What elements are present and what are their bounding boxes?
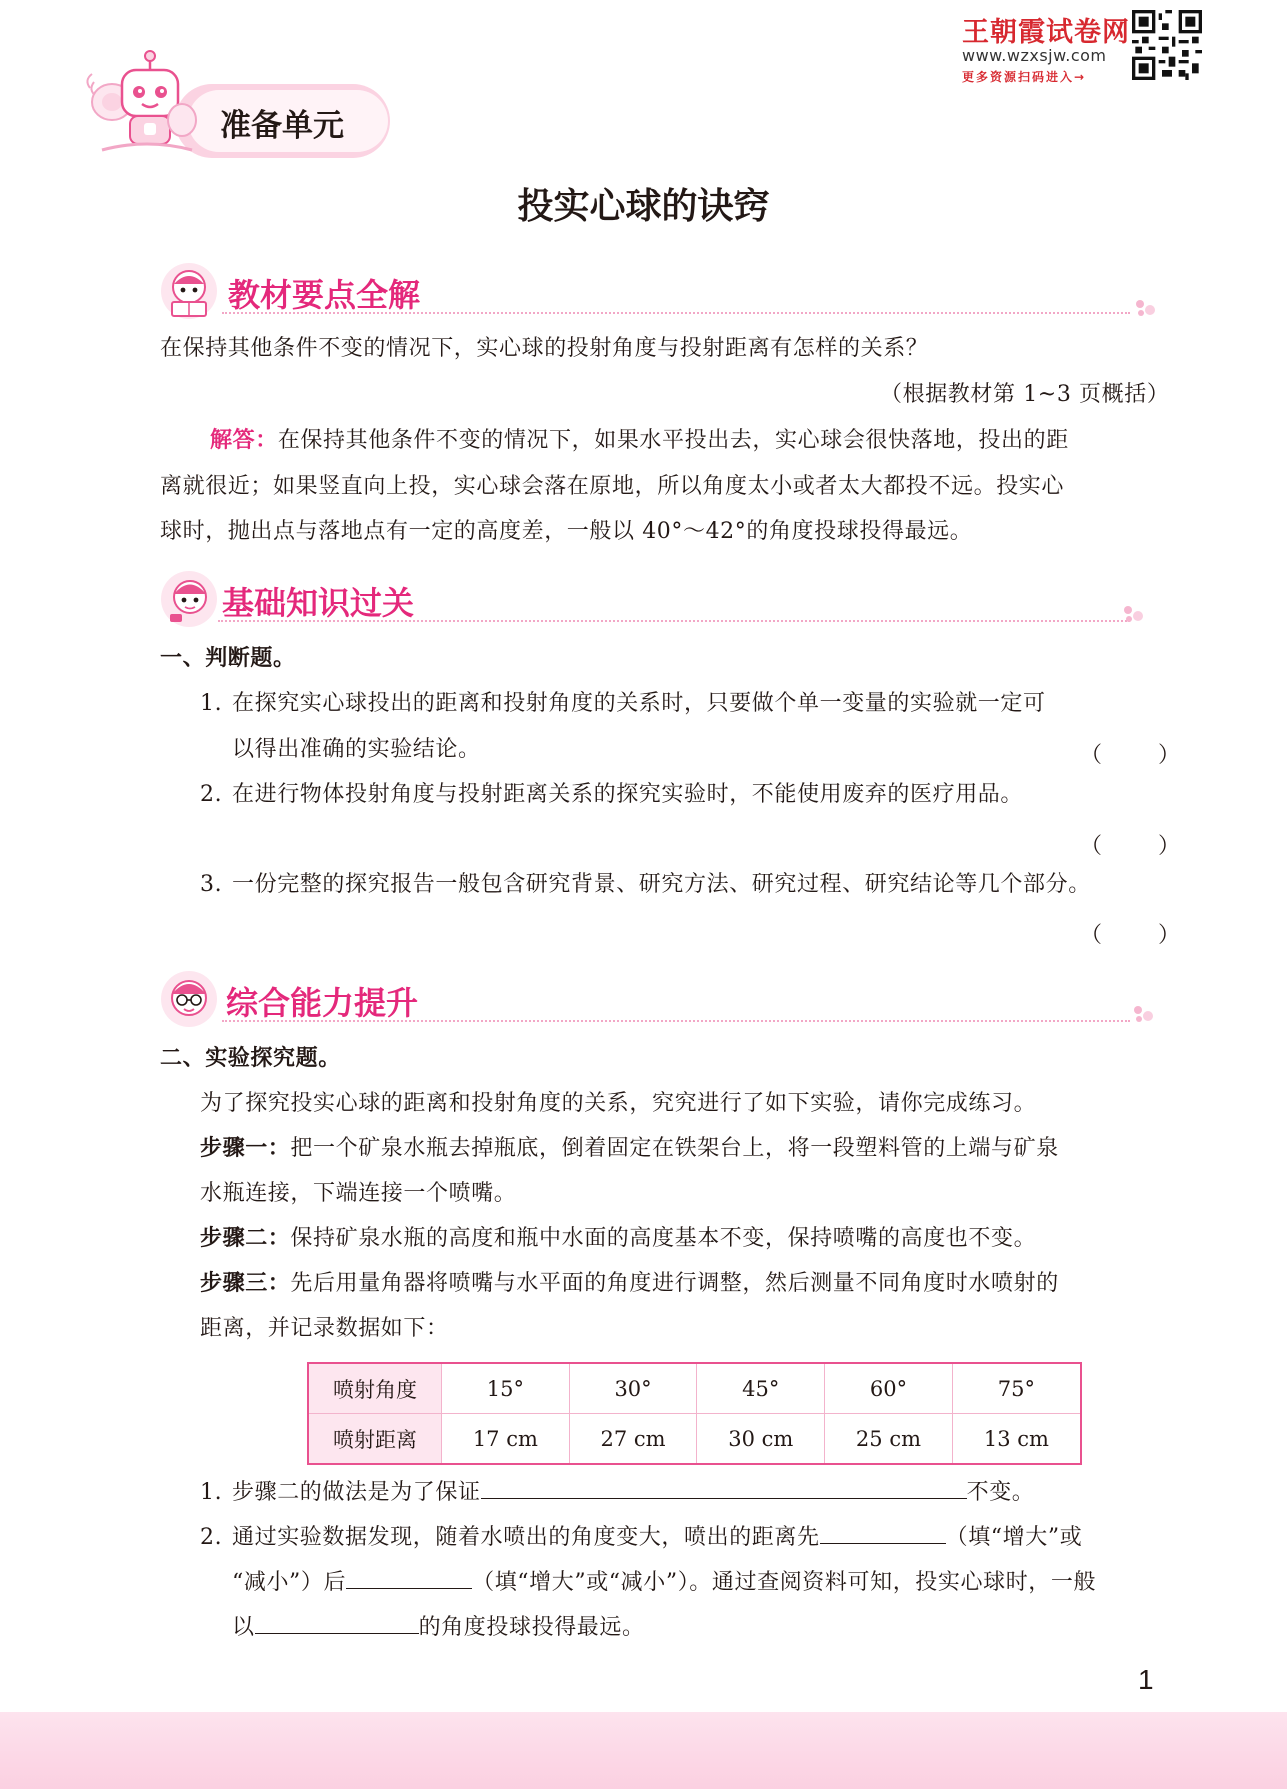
question-2-line-2 [232,1560,1096,1605]
judge-item-2-line-1: 在进行物体投射角度与投射距离关系的探究实验时，不能使用废弃的医疗用品。 [232,782,1024,807]
judge-item-1-line-1: 在探究实心球投出的距离和投射角度的关系时，只要做个单一变量的实验就一定可 [232,691,1046,716]
unit-label: 准备单元 [220,108,344,144]
step2-line [200,1216,1036,1261]
experiment-intro: 为了探究投实心球的距离和投射角度的关系，究究进行了如下实验，请你完成练习。 [200,1091,1037,1116]
robot-mascot-icon [82,50,212,160]
step1-line-1 [200,1126,1059,1171]
judge-item-3-num: 3. [200,872,223,897]
question-2-line-3 [232,1605,645,1650]
judge-item-1-line-2: 以得出准确的实验结论。 [232,737,481,762]
question-2-text-b: （填“增大”或 [945,1525,1083,1550]
step3-line-2: 距离，并记录数据如下： [200,1316,449,1341]
step1-text: 把一个矿泉水瓶去掉瓶底，倒着固定在铁架台上，将一段塑料管的上端与矿泉 [290,1136,1059,1161]
answer-blank-4[interactable] [255,1607,419,1634]
data-table [307,1362,1082,1465]
table-cell-angle: 30° [569,1363,697,1414]
step2-label: 步骤二： [200,1226,291,1251]
answer-blank-3[interactable] [346,1562,472,1589]
student-reading-icon [160,262,218,320]
question-2-text-f: 的角度投球投得最远。 [418,1615,645,1640]
question-1 [232,1470,1034,1515]
table-cell-angle: 45° [697,1363,825,1414]
bottom-band [0,1712,1287,1789]
dots-decoration-icon [1132,1004,1158,1024]
answer-blank-1[interactable] [481,1472,967,1499]
student-thinking-icon [160,570,218,628]
table-cell-distance: 30 cm [697,1414,825,1465]
answer-line-2: 离就很近；如果竖直向上投，实心球会落在原地，所以角度太小或者太大都投不远。投实心 [160,474,1065,499]
section-title-comprehensive: 综合能力提升 [226,984,419,1022]
part2-heading: 二、实验探究题。 [160,1046,341,1071]
judge-item-2-num: 2. [200,782,223,807]
table-row-angle [308,1363,1081,1414]
question-1-text-before: 步骤二的做法是为了保证 [232,1480,481,1505]
page-number: 1 [1138,1664,1154,1695]
answer-label: 解答： [210,428,278,453]
dots-decoration-icon [1122,604,1148,624]
brand-name: 王朝霞试卷网 [962,17,1130,48]
judge-item-3-line-1: 一份完整的探究报告一般包含研究背景、研究方法、研究过程、研究结论等几个部分。 [232,872,1091,897]
question-2-text-c: “减小”）后 [232,1570,347,1595]
judge-item-1-num: 1. [200,691,223,716]
page-title: 投实心球的诀窍 [517,186,770,227]
table-row-distance [308,1414,1081,1465]
table-cell-distance: 25 cm [825,1414,953,1465]
brand-url: www.wzxsjw.com [962,46,1107,65]
student-with-glasses-icon [160,970,218,1028]
question-2-line-1 [232,1515,1082,1560]
brand-more-text: 更多资源扫码进入→ [962,70,1087,84]
step1-label: 步骤一： [200,1136,291,1161]
step2-text: 保持矿泉水瓶的高度和瓶中水面的高度基本不变，保持喷嘴的高度也不变。 [290,1226,1037,1251]
table-header-distance: 喷射距离 [308,1414,442,1465]
dots-decoration-icon [1134,298,1160,318]
part1-heading: 一、判断题。 [160,646,296,671]
answer-blank-2[interactable] [820,1517,946,1544]
answer-text-1: 在保持其他条件不变的情况下，如果水平投出去，实心球会很快落地，投出的距 [277,428,1069,453]
table-header-angle: 喷射角度 [308,1363,442,1414]
question-2-num: 2. [200,1525,223,1550]
question-2-text-a: 通过实验数据发现，随着水喷出的角度变大，喷出的距离先 [232,1525,820,1550]
brand-block [962,10,1130,84]
question-2-text-d: （填“增大”或“减小”）。通过查阅资料可知，投实心球时，一般 [472,1570,1097,1595]
step3-label: 步骤三： [200,1271,291,1296]
table-cell-angle: 75° [952,1363,1081,1414]
question-1-text-after: 不变。 [966,1480,1035,1505]
answer-paren-2[interactable]: （ ） [1080,834,1180,859]
step1-line-2: 水瓶连接，下端连接一个喷嘴。 [200,1181,517,1206]
answer-line-3: 球时，抛出点与落地点有一定的高度差，一般以 40°～42°的角度投球投得最远。 [160,519,973,544]
key-question: 在保持其他条件不变的情况下，实心球的投射角度与投射距离有怎样的关系？ [160,336,929,361]
source-note: （根据教材第 1~3 页概括） [880,382,1170,407]
table-cell-angle: 15° [442,1363,570,1414]
step3-line-1 [200,1261,1059,1306]
table-cell-distance: 17 cm [442,1414,570,1465]
answer-line-1 [210,418,1069,463]
step3-text: 先后用量角器将喷嘴与水平面的角度进行调整，然后测量不同角度时水喷射的 [290,1271,1059,1296]
section-divider [222,312,1130,314]
question-1-num: 1. [200,1480,223,1505]
table-cell-distance: 27 cm [569,1414,697,1465]
answer-paren-3[interactable]: （ ） [1080,923,1180,948]
section-divider [222,1020,1130,1022]
qr-code-icon[interactable] [1132,10,1202,80]
table-cell-angle: 60° [825,1363,953,1414]
table-cell-distance: 13 cm [952,1414,1081,1465]
section-title-basic-knowledge: 基础知识过关 [222,584,415,622]
question-2-text-e: 以 [232,1615,255,1640]
answer-paren-1[interactable]: （ ） [1080,743,1180,768]
section-divider [218,620,1130,622]
section-title-key-points: 教材要点全解 [228,276,421,314]
